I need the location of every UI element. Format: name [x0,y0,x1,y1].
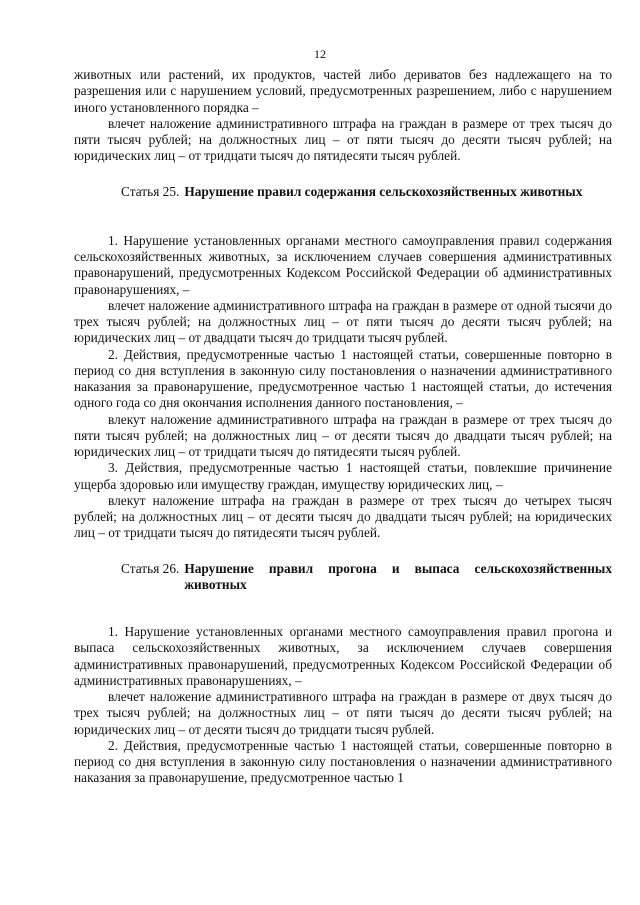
paragraph-continuation: животных или растений, их продуктов, частей либо дериватов без надлежащего на то разрешения или с нарушением условий, предусмотренных разрешением, либо с нарушением иного установленного порядка – [74,67,612,115]
article-25-title: Нарушение правил содержания сельскохозяйственных животных [184,183,583,199]
document-body [74,67,612,787]
page-number: 12 [314,47,326,61]
article-25-part-3: 3. Действия, предусмотренные частью 1 настоящей статьи, повлекшие причинение ущерба здоровью или имуществу граждан, имуществу юридических лиц, – [74,460,612,492]
article-26-heading [74,561,612,594]
article-25-heading [74,184,612,200]
article-26-part-2: 2. Действия, предусмотренные частью 1 настоящей статьи, совершенные повторно в период со дня вступления в законную силу постановления о назначении административного наказания за правонарушение, предусмотренное частью 1 [74,737,612,786]
article-26-number: Статья 26. [121,560,180,576]
article-25-number: Статья 25. [121,183,180,199]
article-25-part-3-penalty: влекут наложение штрафа на граждан в размере от трех тысяч до четырех тысяч рублей; на должностных лиц – от десяти тысяч до двадцати тысяч рублей; на юридических лиц – от тридцати тысяч до пятидесяти тысяч рублей. [74,492,612,541]
article-26-part-1-penalty: влечет наложение административного штрафа на граждан в размере от двух тысяч до трех тысяч рублей; на должностных лиц – от пяти тысяч до десяти тысяч рублей; на юридических лиц – от десяти тысяч до тридцати тысяч рублей. [74,689,612,737]
paragraph-penalty: влечет наложение административного штрафа на граждан в размере от трех тысяч до пяти тысяч рублей; на должностных лиц – от пяти тысяч до десяти тысяч рублей; на юридических лиц – от тридцати тысяч до пятидесяти тысяч рублей. [74,115,612,164]
article-26-title: Нарушение правил прогона и выпаса сельскохозяйственных животных [184,560,612,592]
article-25-part-1-penalty: влечет наложение административного штрафа на граждан в размере от одной тысячи до трех тысяч рублей; на должностных лиц – от пяти тысяч до десяти тысяч рублей; на юридических лиц – от двадцати тысяч до тридцати тысяч рублей. [74,297,612,346]
article-25-part-1: 1. Нарушение установленных органами местного самоуправления правил содержания сельскохозяйственных животных, за исключением случаев совершения административных правонарушений, предусмотренных Кодексом Российской Федерации об административных правонарушениях, – [74,232,612,297]
article-26-part-1: 1. Нарушение установленных органами местного самоуправления правил прогона и выпаса сельскохозяйственных животных, за исключением случаев совершения административных правонарушений, предусмотренных Кодексом Российской Федерации об административных правонарушениях, – [74,624,612,688]
article-25-part-2-penalty: влекут наложение административного штрафа на граждан в размере от трех тысяч до пяти тысяч рублей; на должностных лиц – от десяти тысяч до двадцати тысяч рублей; на юридических лиц – от тридцати тысяч до пятидесяти тысяч рублей. [74,411,612,459]
article-25-part-2: 2. Действия, предусмотренные частью 1 настоящей статьи, совершенные повторно в период со дня вступления в законную силу постановления о назначении административного наказания за правонарушение, предусмотренное частью 1 настоящей статьи, до истечения одного года со дня окончания исполнения данного постановления, – [74,346,612,411]
